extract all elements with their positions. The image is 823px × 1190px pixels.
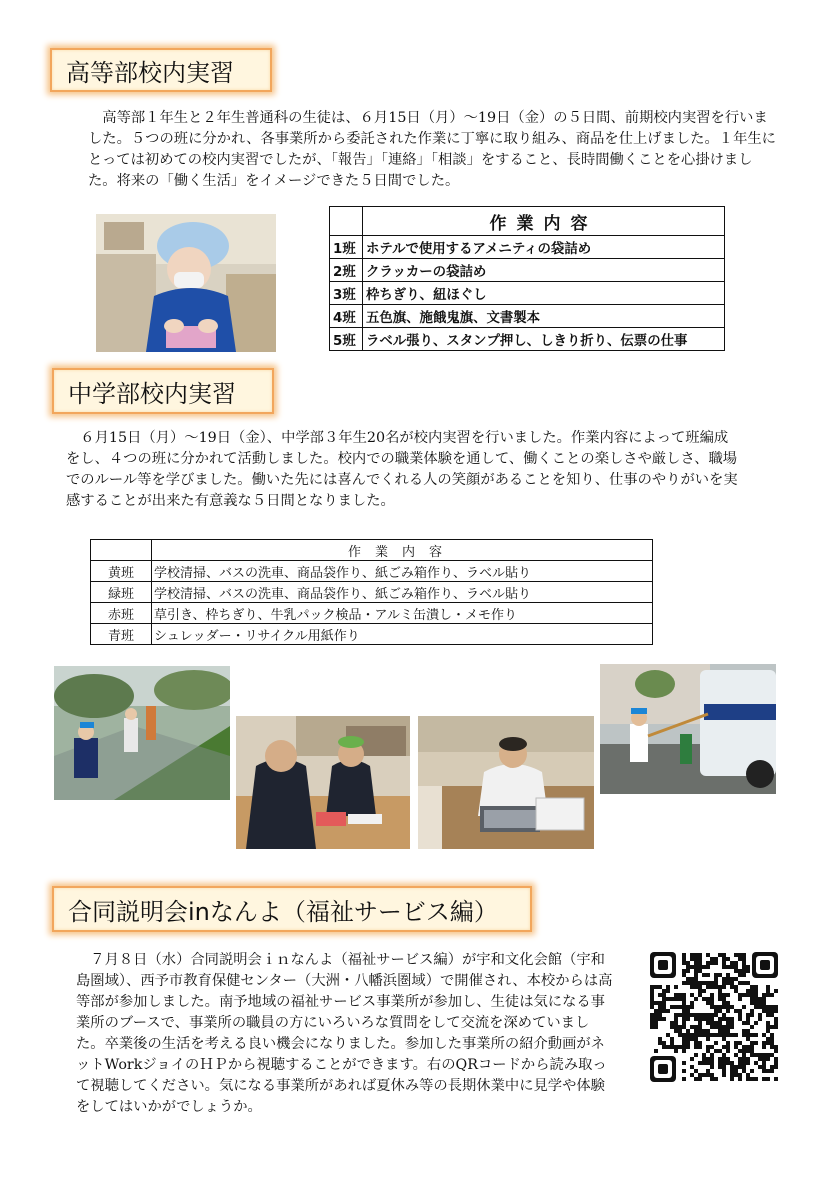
section-heading-high-school (50, 48, 272, 92)
heading-text: 中学部校内実習 (68, 379, 236, 408)
table-header-cell: 作業内容 (363, 207, 725, 236)
table-corner-cell (91, 540, 152, 561)
table-row (330, 282, 725, 305)
joint-briefing-paragraph: ７月８日（水）合同説明会ｉｎなんよ（福祉サービス編）が宇和文化会館（宇和島圏域）、西予市教育保健センター（大洲・八幡浜圏域）で開催され、本校からは高等部が参加しました。南予地域の福祉サービス事業所が参加し、生徒は気になる事業所のブースで、事業所の職員の方にいろいろな質問をして交流を深めていました。卒業後の生活を考える良い機会になりました。参加した事業所の紹介動画がネットWorkジョイのＨＰから視聴することができます。右のQRコードから読み取って視聴してください。気になる事業所があれば夏休み等の長期休業中に見学や体験をしてはいかがでしょうか。 (76, 952, 613, 1115)
group-cell: 青班 (91, 624, 152, 645)
table-row (91, 561, 653, 582)
group-cell: 2班 (330, 259, 363, 282)
group-cell: 4班 (330, 305, 363, 328)
task-cell: ラベル張り、スタンプ押し、しきり折り、伝票の仕事 (363, 328, 725, 351)
table-row (330, 259, 725, 282)
table-corner-cell (330, 207, 363, 236)
table-row (330, 305, 725, 328)
table-row (91, 624, 653, 645)
task-cell: ホテルで使用するアメニティの袋詰め (363, 236, 725, 259)
table-row (91, 582, 653, 603)
junior-high-task-table (90, 539, 653, 645)
group-cell: 1班 (330, 236, 363, 259)
high-school-paragraph: 高等部１年生と２年生普通科の生徒は、６月15日（月）～19日（金）の５日間、前期校内実習を行いました。５つの班に分かれ、各事業所から委託された作業に丁寧に取り組み、商品を仕上げました。１年生にとっては初めての校内実習でしたが、「報告」「連絡」「相談」をすること、長時間働くことを心掛けました。将来の「働く生活」をイメージできた５日間でした。 (88, 110, 776, 189)
heading-text: 高等部校内実習 (66, 58, 234, 87)
table-header-row (91, 540, 653, 561)
section-heading-junior-high (52, 368, 274, 414)
group-cell: 赤班 (91, 603, 152, 624)
photo-bus-washing (600, 664, 776, 794)
table-row (330, 328, 725, 351)
task-cell: 枠ちぎり、紐ほぐし (363, 282, 725, 305)
group-cell: 黄班 (91, 561, 152, 582)
table-header-row (330, 207, 725, 236)
task-cell: 学校清掃、バスの洗車、商品袋作り、紙ごみ箱作り、ラベル貼り (152, 582, 653, 603)
section-heading-joint-briefing (52, 886, 532, 932)
table-row (91, 603, 653, 624)
heading-text: 合同説明会inなんよ（福祉サービス編） (68, 897, 498, 926)
photo-weeding (54, 666, 230, 800)
group-cell: 緑班 (91, 582, 152, 603)
table-header-cell: 作業内容 (152, 540, 653, 561)
junior-high-paragraph: ６月15日（月）～19日（金）、中学部３年生20名が校内実習を行いました。作業内容によって班編成をし、４つの班に分かれて活動しました。校内での職業体験を通して、働くことの楽しさや厳しさ、職場でのルール等を学びました。働いた先には喜んでくれる人の笑顔があることを知り、仕事のやりがいを実感することが出来た有意義な５日間となりました。 (66, 430, 738, 509)
table-row (330, 236, 725, 259)
photo-student-packing (96, 214, 276, 352)
task-cell: クラッカーの袋詰め (363, 259, 725, 282)
group-cell: 5班 (330, 328, 363, 351)
task-cell: 五色旗、施餓鬼旗、文書製本 (363, 305, 725, 328)
qr-code-image[interactable] (650, 952, 778, 1082)
task-cell: 学校清掃、バスの洗車、商品袋作り、紙ごみ箱作り、ラベル貼り (152, 561, 653, 582)
task-cell: シュレッダー・リサイクル用紙作り (152, 624, 653, 645)
photo-cutting-paper (418, 716, 594, 849)
high-school-task-table (329, 206, 725, 351)
photo-classroom-work (236, 716, 410, 849)
task-cell: 草引き、枠ちぎり、牛乳パック検品・アルミ缶潰し・メモ作り (152, 603, 653, 624)
group-cell: 3班 (330, 282, 363, 305)
